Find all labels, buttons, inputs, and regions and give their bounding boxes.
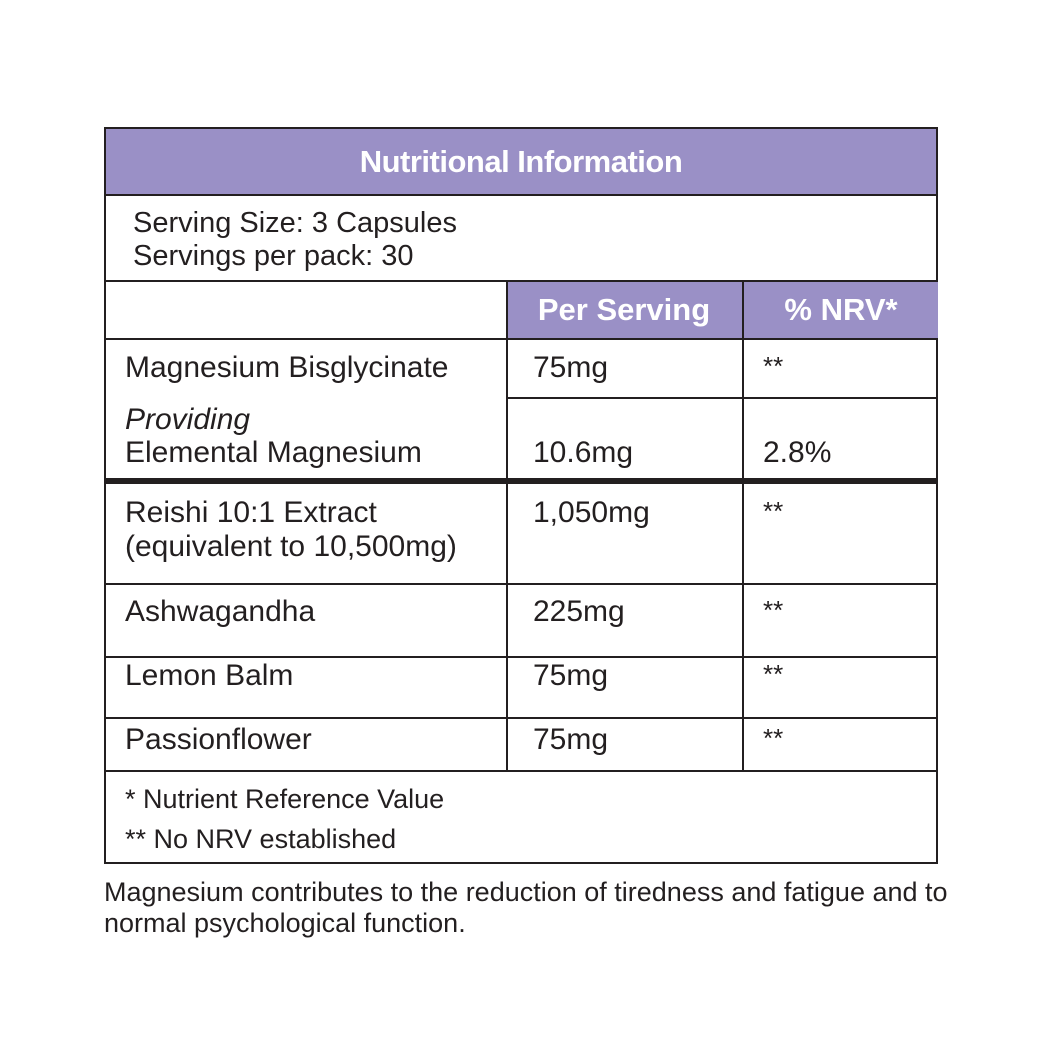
row-passionflower-nrv: ** — [763, 723, 784, 753]
row-ashwagandha-amount: 225mg — [533, 595, 625, 628]
column-header-per-serving: Per Serving — [506, 282, 742, 338]
divider — [106, 583, 936, 585]
row-lemon-balm-name: Lemon Balm — [125, 659, 294, 692]
row-reishi-name-line2: (equivalent to 10,500mg) — [125, 530, 457, 563]
row-elemental-magnesium-prefix: Providing — [125, 403, 251, 436]
row-elemental-magnesium-amount: 10.6mg — [533, 436, 634, 469]
row-magnesium-bisglycinate-amount: 75mg — [533, 351, 609, 384]
row-lemon-balm-nrv: ** — [763, 659, 784, 689]
note-no-nrv: ** No NRV established — [125, 824, 397, 854]
row-magnesium-bisglycinate-nrv: ** — [763, 351, 784, 381]
divider — [106, 717, 936, 719]
divider — [106, 770, 936, 772]
row-ashwagandha-name: Ashwagandha — [125, 595, 316, 628]
nutrition-table — [104, 127, 938, 864]
divider — [506, 397, 936, 399]
column-header-nrv: % NRV* — [744, 282, 938, 338]
row-reishi-name: Reishi 10:1 Extract — [125, 496, 377, 529]
health-claim-text: Magnesium contributes to the reduction of tiredness and fatigue and to normal psychological function. — [104, 877, 948, 938]
serving-size: Serving Size: 3 Capsules — [133, 207, 457, 239]
thick-divider — [106, 478, 936, 484]
row-elemental-magnesium-name: Elemental Magnesium — [125, 436, 422, 469]
column-divider — [742, 280, 744, 770]
serving-info — [133, 207, 457, 273]
divider — [106, 338, 936, 340]
column-divider — [506, 280, 508, 770]
row-lemon-balm-amount: 75mg — [533, 659, 609, 692]
note-nrv-definition: * Nutrient Reference Value — [125, 784, 445, 814]
table-title: Nutritional Information — [106, 129, 936, 196]
row-reishi-nrv: ** — [763, 496, 784, 526]
servings-per-pack: Servings per pack: 30 — [133, 240, 414, 272]
row-ashwagandha-nrv: ** — [763, 595, 784, 625]
divider — [106, 656, 936, 658]
row-passionflower-name: Passionflower — [125, 723, 312, 756]
row-reishi-amount: 1,050mg — [533, 496, 650, 529]
row-elemental-magnesium-nrv: 2.8% — [763, 436, 832, 469]
row-passionflower-amount: 75mg — [533, 723, 609, 756]
row-magnesium-bisglycinate-name: Magnesium Bisglycinate — [125, 351, 449, 384]
